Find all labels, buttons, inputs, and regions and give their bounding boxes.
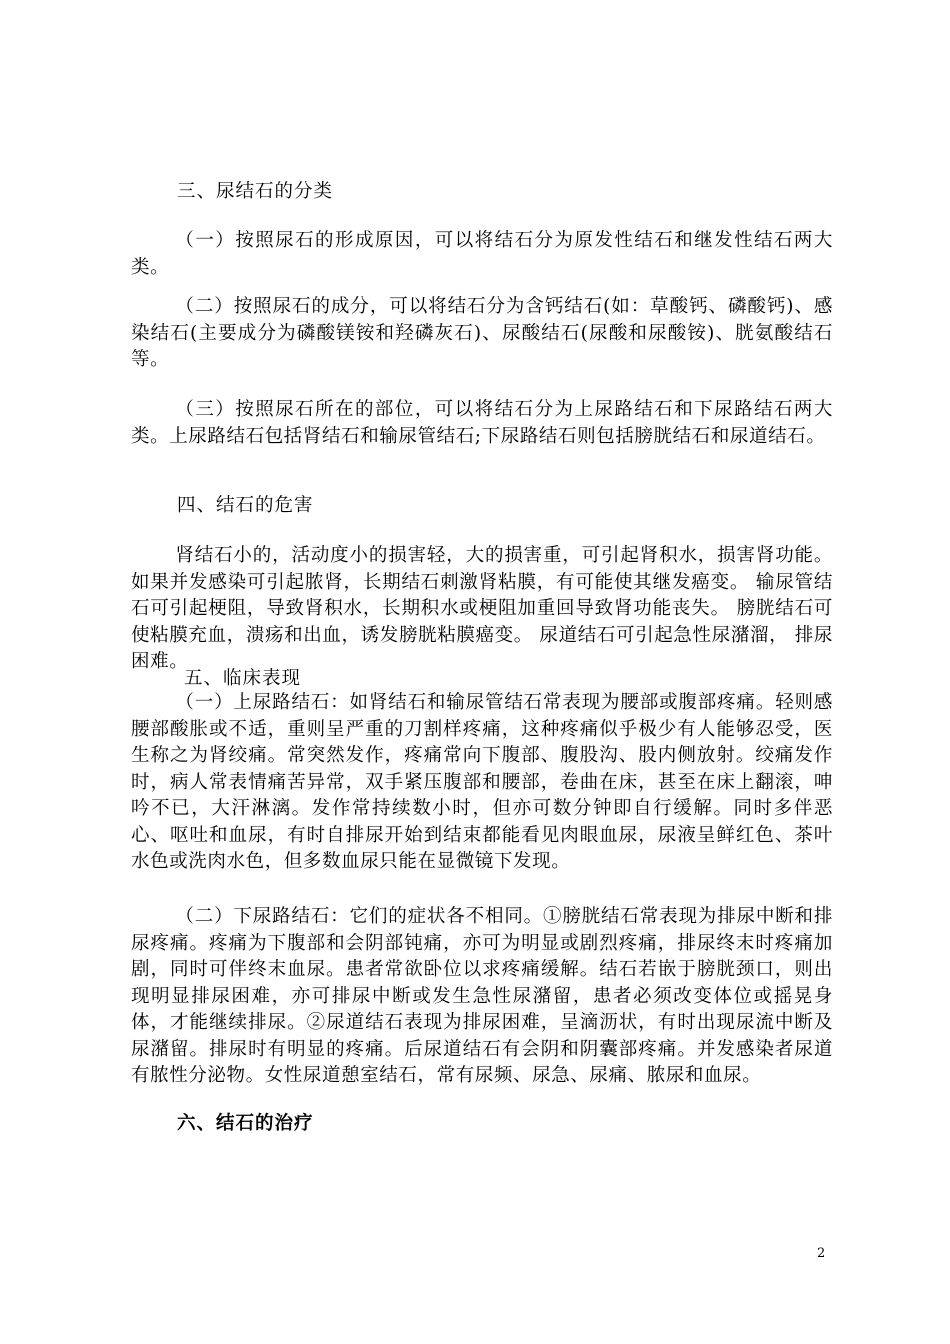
section4-paragraph-1: 肾结石小的，活动度小的损害轻，大的损害重，可引起肾积水，损害肾功能。 如果并发感染可引起脓肾，长期结石刺激肾粘膜，有可能使其继发癌变。 输尿管结石可引起梗阻，导致肾积水，长期积水或梗阻加重回导致肾功能丧失。 膀胱结石可使粘膜充血，溃疡和出血，诱发膀胱粘膜癌变。 尿道结石可引起急性尿潴溜， 排尿困难。 bbox=[131, 545, 833, 672]
section5-paragraph-2: （二）下尿路结石：它们的症状各不相同。①膀胱结石常表现为排尿中断和排尿疼痛。疼痛为下腹部和会阴部钝痛，亦可为明显或剧烈疼痛，排尿终末时疼痛加剧，同时可伴终末血尿。患者常欲卧位以求疼痛缓解。结石若嵌于膀胱颈口，则出现明显排尿困难，亦可排尿中断或发生急性尿潴留，患者必须改变体位或摇晃身体，才能继续排尿。②尿道结石表现为排尿困难，呈滴沥状，有时出现尿流中断及尿潴留。排尿时有明显的疼痛。后尿道结石有会阴和阴囊部疼痛。并发感染者尿道有脓性分泌物。女性尿道憩室结石，常有尿频、尿急、尿痛、脓尿和血尿。 bbox=[131, 906, 833, 1086]
section3-paragraph-2: （二）按照尿石的成分，可以将结石分为含钙结石(如：草酸钙、磷酸钙)、感染结石(主要成分为磷酸镁铵和羟磷灰石)、尿酸结石(尿酸和尿酸铵)、胱氨酸结石等。 bbox=[131, 296, 833, 370]
page-number: 2 bbox=[817, 1246, 826, 1261]
section6-heading: 六、结石的治疗 bbox=[177, 1113, 314, 1134]
section5-heading: 五、临床表现 bbox=[184, 668, 302, 689]
section5-paragraph-1: （一）上尿路结石：如肾结石和输尿管结石常表现为腰部或腹部疼痛。轻则感腰部酸胀或不适，重则呈严重的刀割样疼痛，这种疼痛似乎极少有人能够忍受，医生称之为肾绞痛。常突然发作，疼痛常向下腹部、腹股沟、股内侧放射。绞痛发作时，病人常表情痛苦异常，双手紧压腹部和腰部，卷曲在床，甚至在床上翻滚，呻吟不已，大汗淋漓。发作常持续数小时，但亦可数分钟即自行缓解。同时多伴恶心、呕吐和血尿，有时自排尿开始到结束都能看见肉眼血尿，尿液呈鲜红色、茶叶水色或洗肉水色，但多数血尿只能在显微镜下发现。 bbox=[131, 692, 833, 872]
section3-paragraph-3: （三）按照尿石所在的部位，可以将结石分为上尿路结石和下尿路结石两大类。上尿路结石包括肾结石和输尿管结石;下尿路结石则包括膀胱结石和尿道结石。 bbox=[131, 399, 833, 447]
section3-heading: 三、尿结石的分类 bbox=[177, 181, 334, 202]
section4-heading: 四、结石的危害 bbox=[177, 495, 314, 516]
section3-paragraph-1: （一）按照尿石的形成原因，可以将结石分为原发性结石和继发性结石两大类。 bbox=[131, 230, 833, 278]
